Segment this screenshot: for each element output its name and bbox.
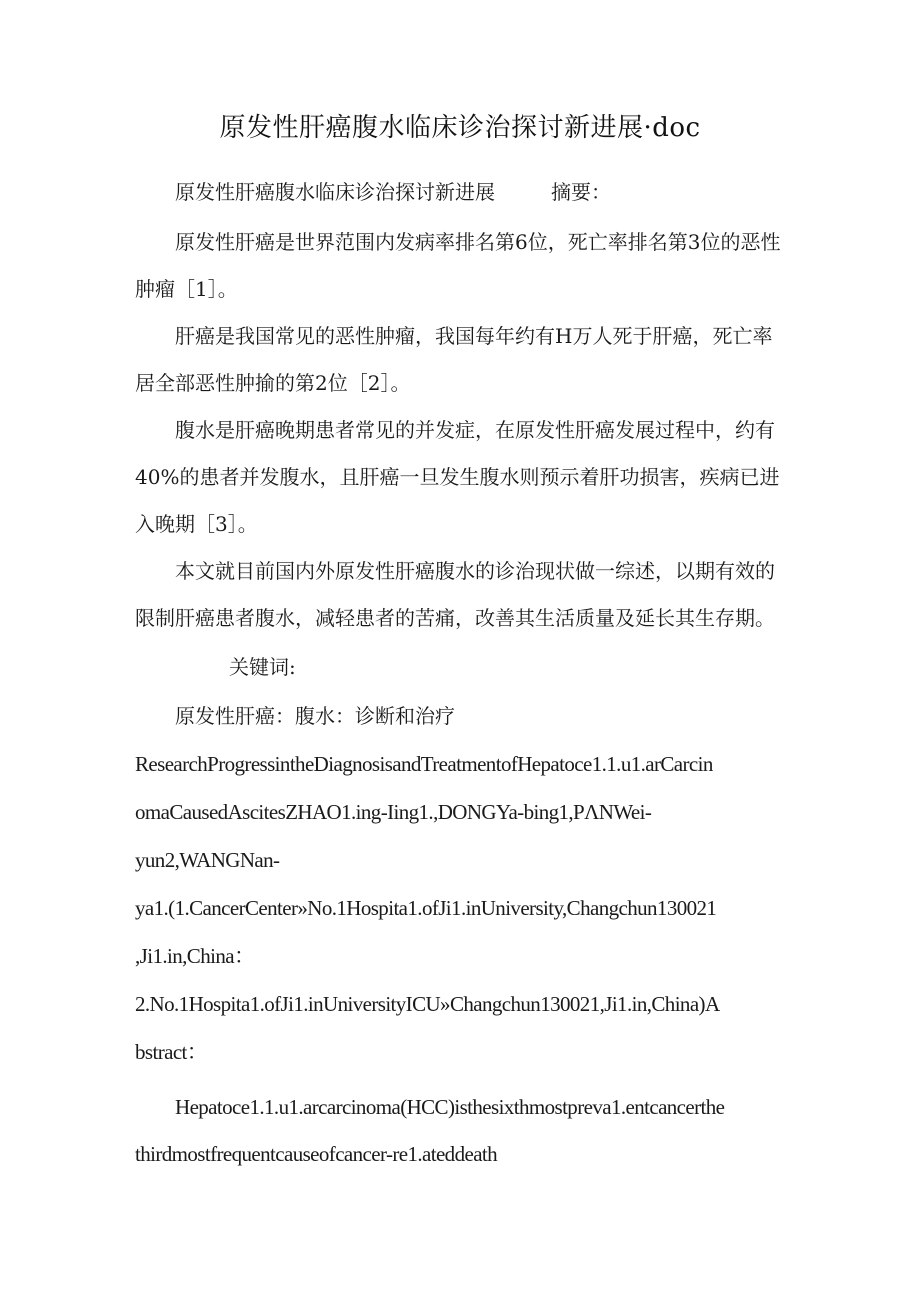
english-line-5: ,Ji1.in,China： xyxy=(135,944,255,968)
paragraph-2-line-2: 居全部恶性肿揄的第2位［2］。 xyxy=(135,371,411,395)
english-line-8: Hepatoce1.1.u1.arcarcinoma(HCC)isthesixthmostpreva1.entcancerthe xyxy=(175,1095,725,1119)
subtitle-row xyxy=(175,177,611,207)
paragraph-3-line-2: 40%的患者并发腹水，且肝癌一旦发生腹水则预示着肝功损害，疾病已进 xyxy=(135,465,780,489)
keywords-label: 关键词: xyxy=(229,655,296,679)
english-line-4: ya1.(1.CancerCenter»No.1Hospita1.ofJi1.inUniversity,Changchun130021 xyxy=(135,896,717,920)
english-line-1: ResearchProgressintheDiagnosisandTreatmentofHepatoce1.1.u1.arCarcin xyxy=(135,752,713,776)
english-line-3: yun2,WANGNan- xyxy=(135,848,280,872)
english-line-6: 2.No.1Hospita1.ofJi1.inUniversityICU»Changchun130021,Ji1.in,China)A xyxy=(135,992,720,1016)
english-line-2: omaCausedAscitesZHAO1.ing-Iing1.,DONGYa-bing1,PΛNWei- xyxy=(135,800,652,824)
paragraph-2-line-1: 肝癌是我国常见的恶性肿瘤，我国每年约有H万人死于肝癌，死亡率 xyxy=(175,324,773,348)
abstract-label: 摘要： xyxy=(551,180,611,204)
english-line-9: thirdmostfrequentcauseofcancer-re1.ateddeath xyxy=(135,1142,498,1166)
paragraph-1-line-1: 原发性肝癌是世界范围内发病率排名第6位，死亡率排名第3位的恶性 xyxy=(175,230,781,254)
paragraph-4-line-2: 限制肝癌患者腹水，减轻患者的苦痛，改善其生活质量及延长其生存期。 xyxy=(135,606,775,630)
paragraph-3-line-3: 入晚期［3］。 xyxy=(135,512,258,536)
english-line-7: bstract： xyxy=(135,1040,208,1064)
paragraph-1-line-2: 肿瘤［1］。 xyxy=(135,277,238,301)
paragraph-4-line-1: 本文就目前国内外原发性肝癌腹水的诊治现状做一综述，以期有效的 xyxy=(175,559,775,583)
document-title: 原发性肝癌腹水临床诊治探讨新进展·doc xyxy=(219,113,701,143)
paragraph-3-line-1: 腹水是肝癌晚期患者常见的并发症，在原发性肝癌发展过程中，约有 xyxy=(175,418,775,442)
document-subtitle: 原发性肝癌腹水临床诊治探讨新进展 xyxy=(175,180,495,204)
keywords-text: 原发性肝癌：腹水：诊断和治疗 xyxy=(175,704,455,728)
